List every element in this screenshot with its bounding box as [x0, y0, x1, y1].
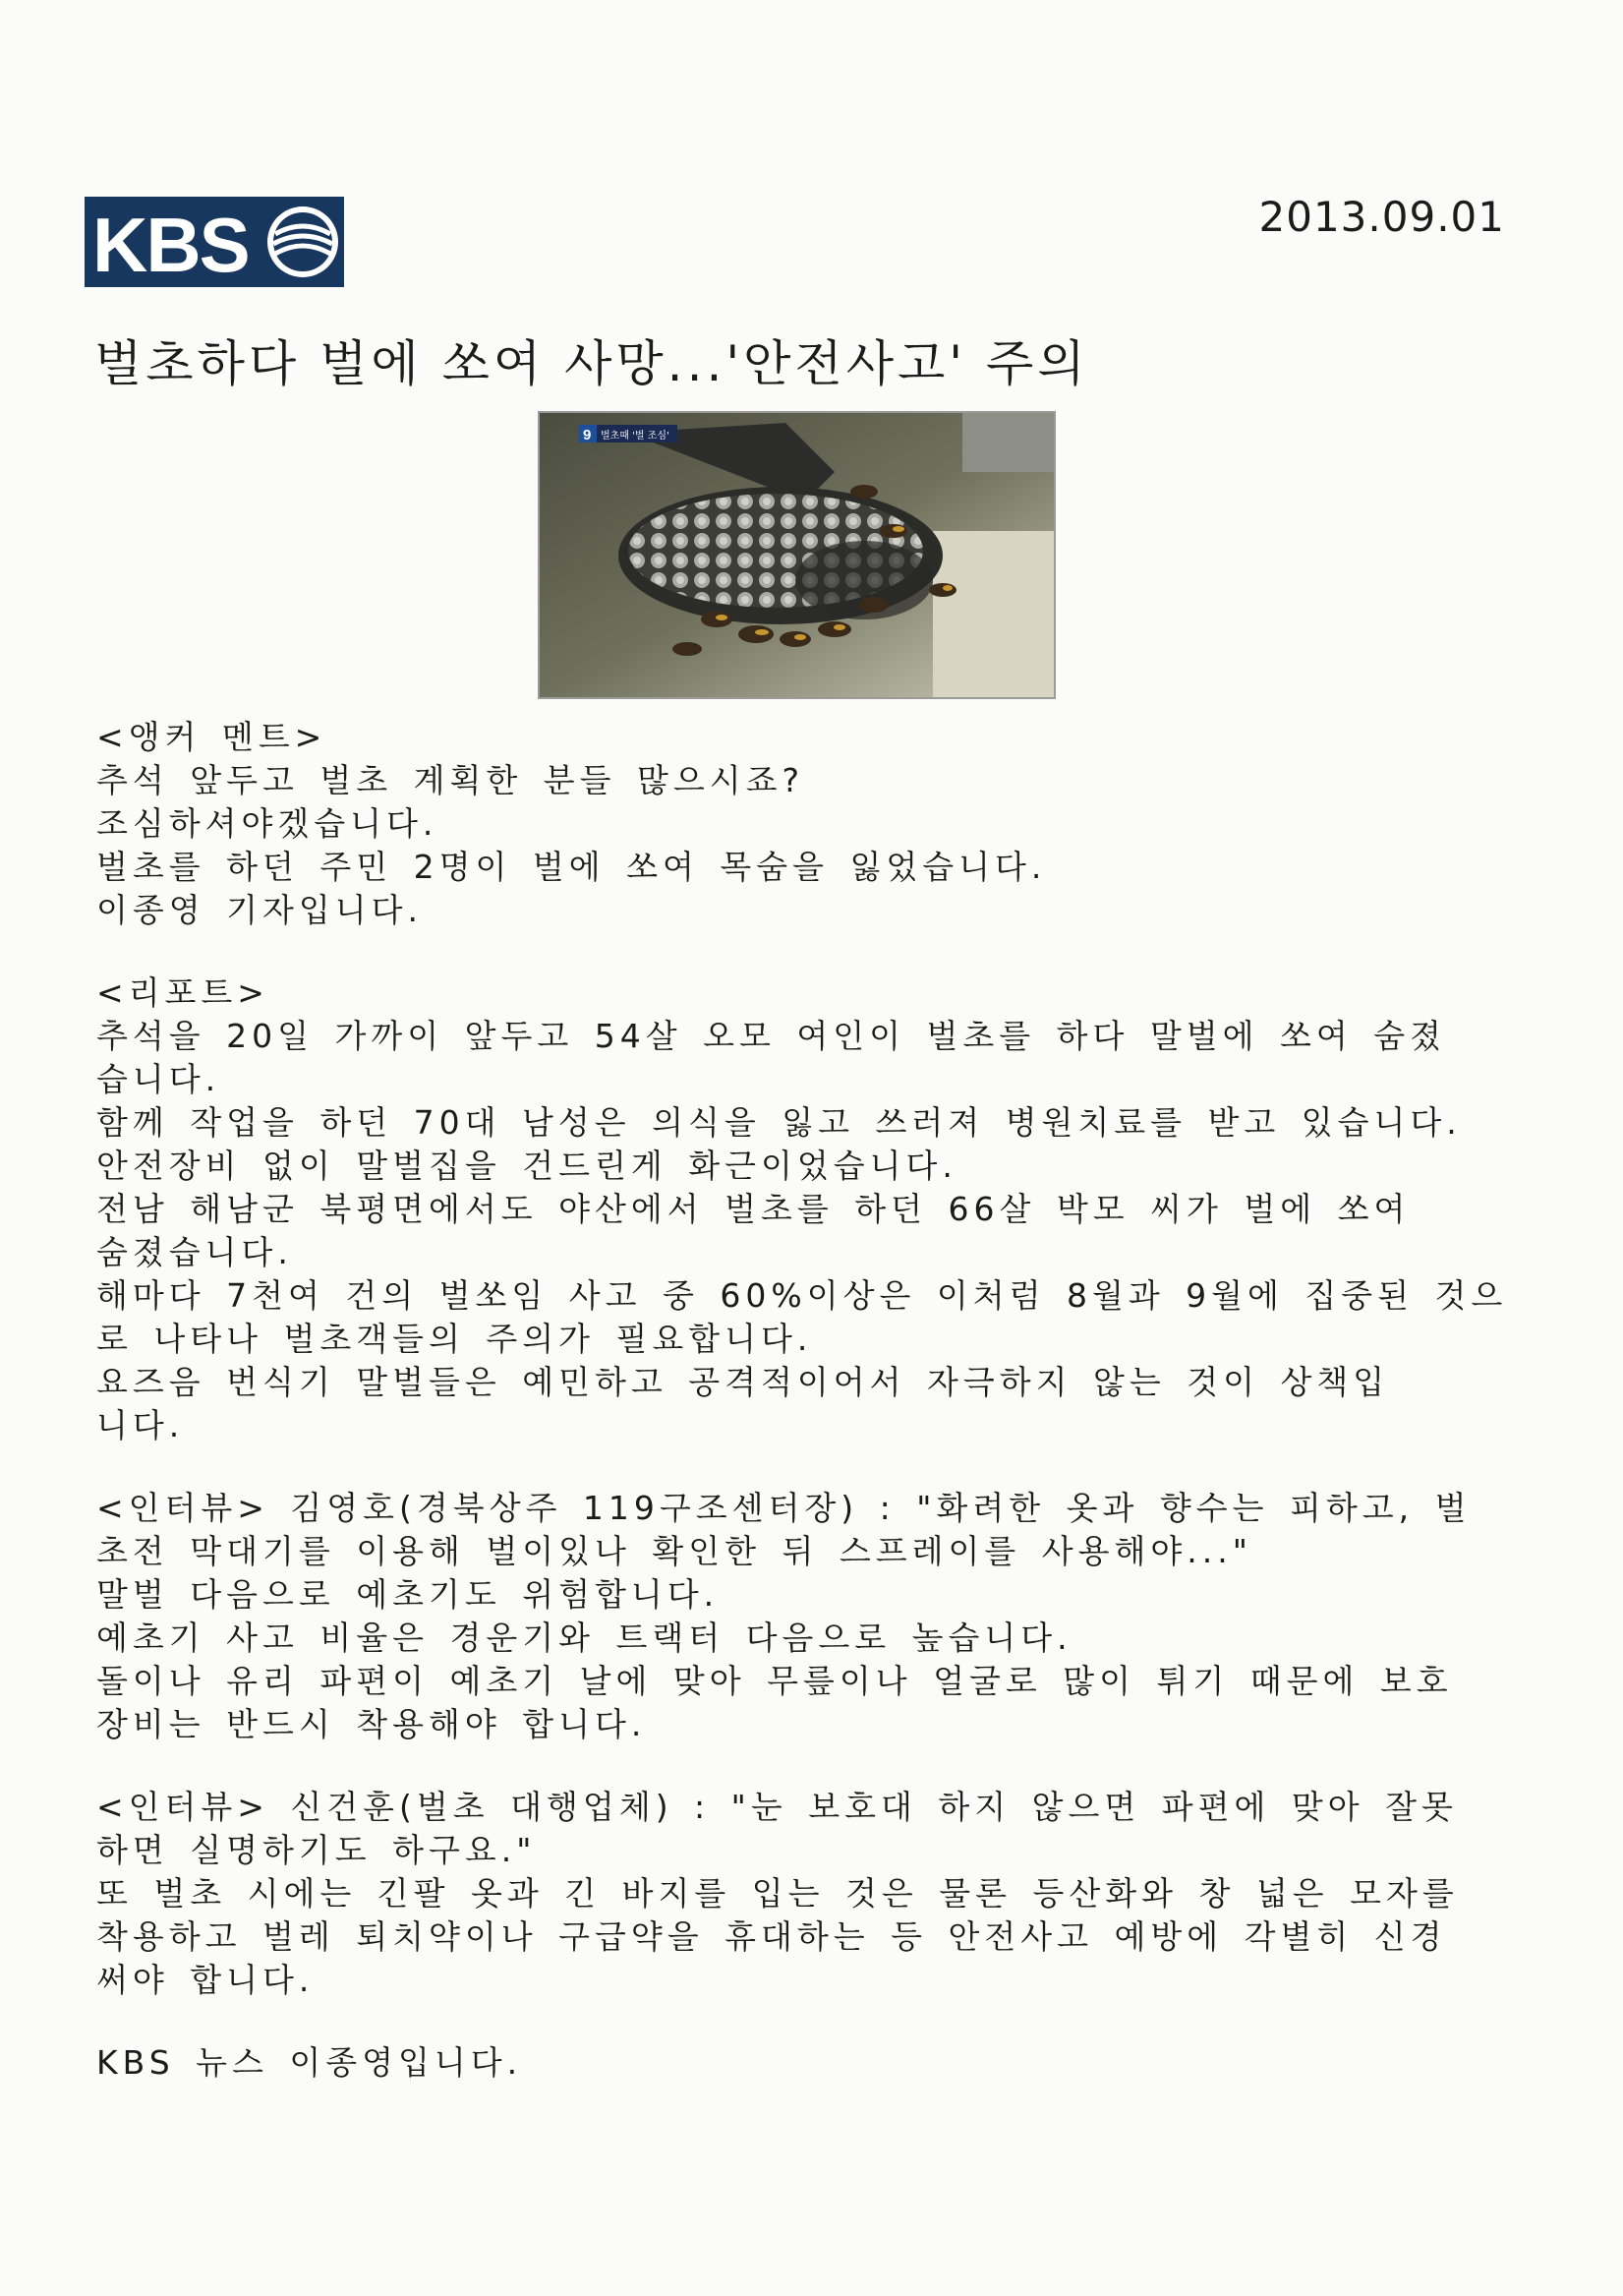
interview1-line: 말벌 다음으로 예초기도 위험합니다. [96, 1575, 720, 1614]
report-line: 해마다 7천여 건의 벌쏘임 사고 중 60%이상은 이처럼 8월과 9월에 집중된 것으 [96, 1276, 1508, 1315]
interview2-line: 써야 합니다. [96, 1961, 315, 1999]
interview2-line: 착용하고 벌레 퇴치약이나 구급약을 휴대하는 등 안전사고 예방에 각별히 신경 [96, 1917, 1447, 1956]
anchor-line: 벌초를 하던 주민 2명이 벌에 쏘여 목숨을 잃었습니다. [96, 848, 1047, 886]
article-date: 2013.09.01 [1258, 193, 1505, 241]
article-body [96, 716, 1512, 2085]
report-line: 전남 해남군 북평면에서도 야산에서 벌초를 하던 66살 박모 씨가 벌에 쏘여 [96, 1190, 1411, 1228]
interview1-line: <인터뷰> 김영호(경북상주 119구조센터장) : "화려한 옷과 향수는 피하고, 벌 [96, 1489, 1472, 1527]
interview2-line: <인터뷰> 신건훈(벌초 대행업체) : "눈 보호대 하지 않으면 파편에 맞아 잘못 [96, 1788, 1458, 1826]
photo-channel-number: 9 [583, 427, 592, 443]
report-line: 숨졌습니다. [96, 1233, 293, 1271]
anchor-label: <앵커 멘트> [96, 718, 327, 756]
svg-text:KBS: KBS [92, 202, 249, 287]
article-headline: 벌초하다 벌에 쏘여 사망...'안전사고' 주의 [94, 335, 1089, 392]
hornet-nest-photo [538, 411, 1056, 699]
interview1-line: 돌이나 유리 파편이 예초기 날에 맞아 무릎이나 얼굴로 많이 튀기 때문에 보호 [96, 1662, 1453, 1700]
anchor-line: 이종영 기자입니다. [96, 891, 424, 929]
report-line: 로 나타나 벌초객들의 주의가 필요합니다. [96, 1320, 813, 1358]
kbs-logo [85, 197, 344, 287]
report-line: 추석을 20일 가까이 앞두고 54살 오모 여인이 벌초를 하다 말벌에 쏘여 숨졌 [96, 1017, 1446, 1055]
interview2-line: 또 벌초 시에는 긴팔 옷과 긴 바지를 입는 것은 물론 등산화와 창 넓은 모자를 [96, 1874, 1459, 1913]
report-line: 함께 작업을 하던 70대 남성은 의식을 잃고 쓰러져 병원치료를 받고 있습니다. [96, 1103, 1462, 1142]
report-line: 안전장비 없이 말벌집을 건드린게 화근이었습니다. [96, 1147, 957, 1185]
interview1-line: 장비는 반드시 착용해야 합니다. [96, 1705, 647, 1743]
report-line: 습니다. [96, 1060, 221, 1098]
interview2-line: 하면 실명하기도 하구요." [96, 1831, 537, 1869]
photo-caption: 벌초때 '벌 조심' [601, 431, 669, 442]
anchor-line: 조심하셔야겠습니다. [96, 804, 438, 843]
report-line: 니다. [96, 1406, 185, 1444]
interview1-line: 예초기 사고 비율은 경운기와 트랙터 다음으로 높습니다. [96, 1619, 1072, 1657]
interview1-line: 초전 막대기를 이용해 벌이있나 확인한 뒤 스프레이를 사용해야..." [96, 1532, 1252, 1570]
report-line: 요즈음 번식기 말벌들은 예민하고 공격적이어서 자극하지 않는 것이 상책입 [96, 1363, 1390, 1401]
report-label: <리포트> [96, 973, 269, 1012]
anchor-line: 추석 앞두고 벌초 계획한 분들 많으시죠? [96, 761, 805, 799]
sign-off: KBS 뉴스 이종영입니다. [96, 2043, 523, 2082]
